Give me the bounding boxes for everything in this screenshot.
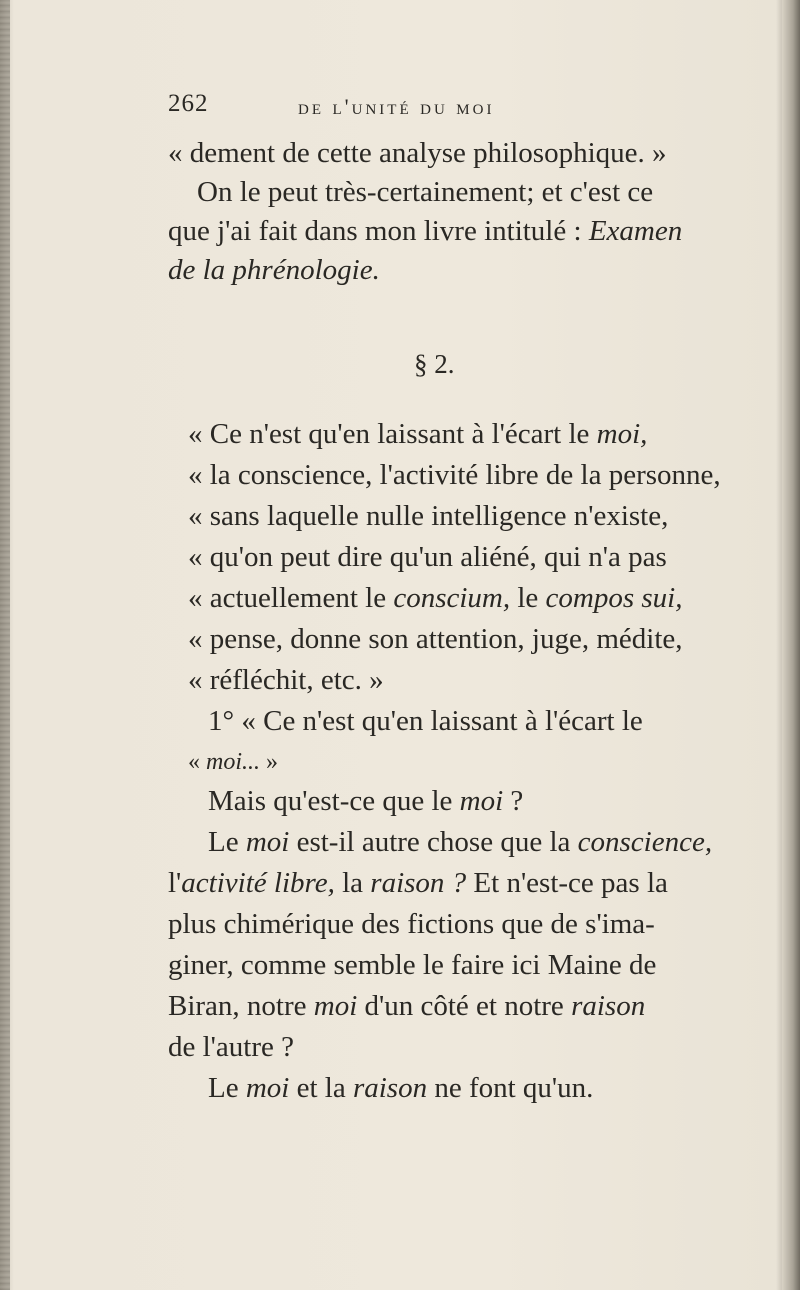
text-line: l'activité libre, la raison ? Et n'est-ce pas la	[168, 867, 668, 899]
book-gutter	[0, 0, 10, 1290]
note-line: 1° « Ce n'est qu'en laissant à l'écart le	[208, 705, 643, 737]
text-line: Le moi et la raison ne font qu'un.	[208, 1072, 594, 1104]
text-line: Mais qu'est-ce que le moi ?	[208, 785, 524, 817]
text-line: giner, comme semble le faire ici Maine de	[168, 949, 657, 981]
text-line: Le moi est-il autre chose que la conscience,	[208, 826, 713, 858]
page-number: 262	[168, 90, 209, 117]
section-mark: § 2.	[414, 349, 455, 379]
quote-line: « pense, donne son attention, juge, médite,	[188, 623, 683, 655]
text-line: que j'ai fait dans mon livre intitulé : Examen	[168, 215, 683, 247]
text-line: On le peut très-certainement; et c'est ce	[197, 176, 654, 208]
page-edge	[782, 0, 800, 1290]
quote-line: « qu'on peut dire qu'un aliéné, qui n'a pas	[188, 541, 667, 573]
text-line: plus chimérique des fictions que de s'ima-	[168, 908, 655, 940]
quote-line: « sans laquelle nulle intelligence n'existe,	[188, 500, 669, 532]
quote-line: « Ce n'est qu'en laissant à l'écart le moi,	[188, 418, 648, 450]
text-line: Biran, notre moi d'un côté et notre raison	[168, 990, 646, 1022]
quote-line: « réfléchit, etc. »	[188, 664, 384, 696]
quote-line: « la conscience, l'activité libre de la personne,	[188, 459, 721, 491]
text-line: « dement de cette analyse philosophique. »	[168, 137, 667, 169]
page-header	[168, 84, 768, 120]
text-line: de l'autre ?	[168, 1031, 294, 1063]
text-line: de la phrénologie.	[168, 254, 380, 286]
running-head: de l'unité du moi	[298, 94, 495, 119]
note-line: « moi... »	[188, 749, 278, 775]
quote-line: « actuellement le conscium, le compos sui,	[188, 582, 683, 614]
